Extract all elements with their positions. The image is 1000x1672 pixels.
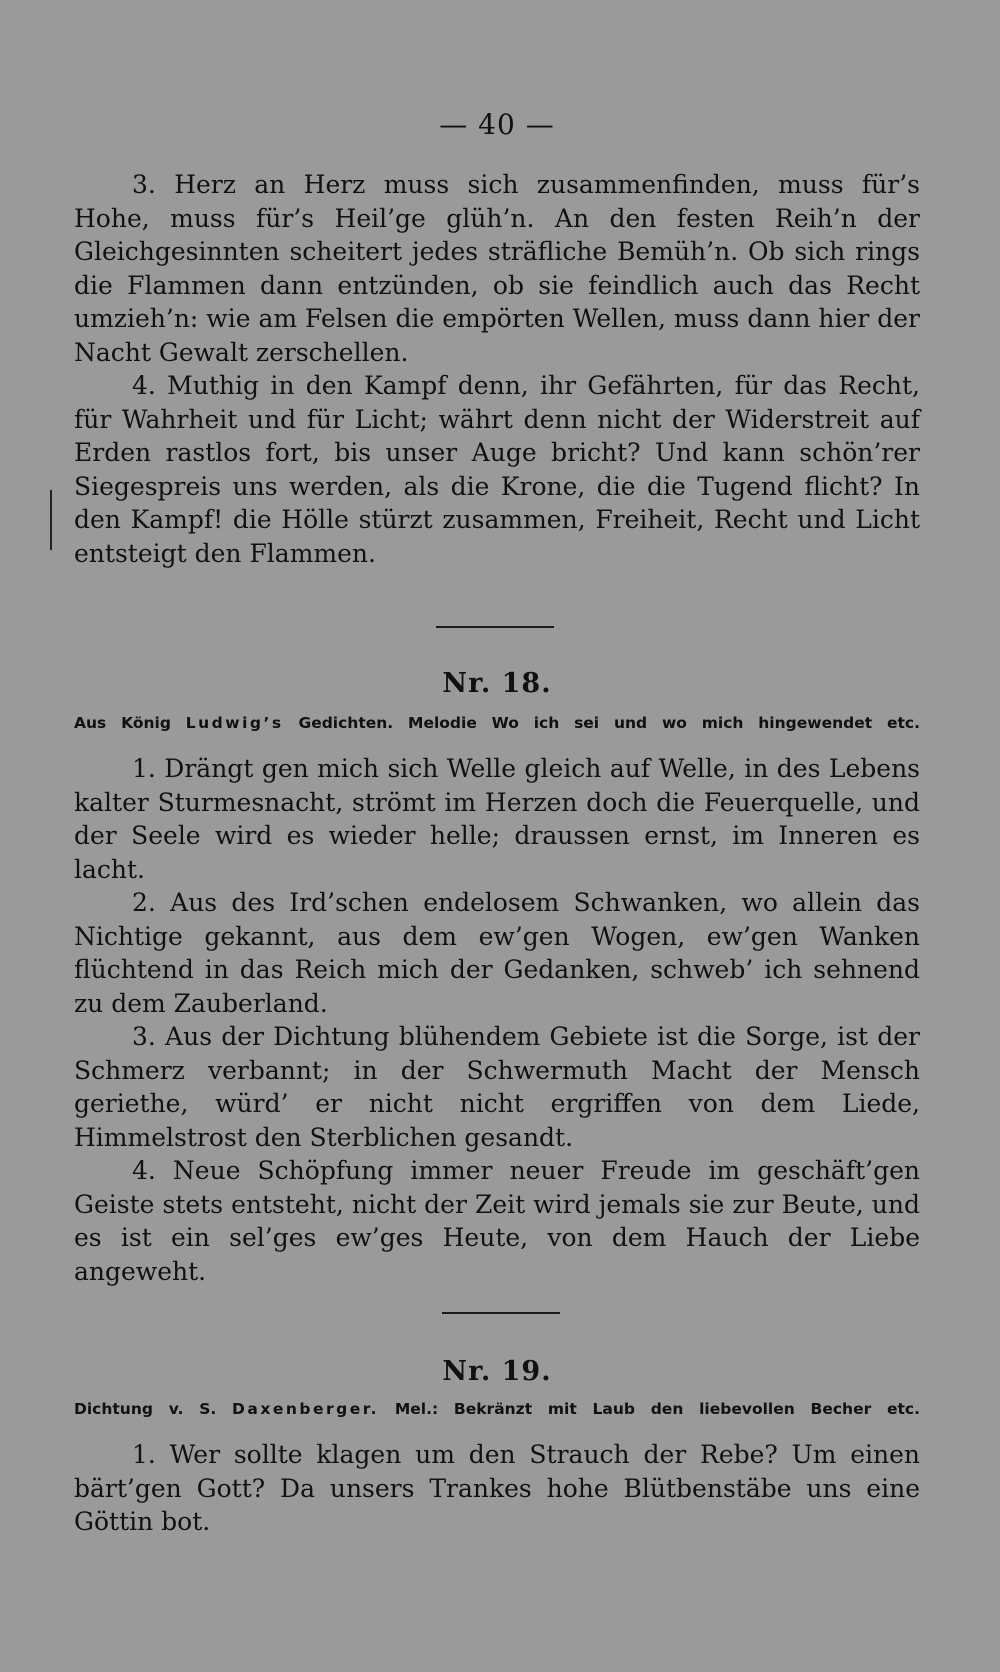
song18-verse-3: 3. Aus der Dichtung blühendem Gebiete ist die Sorge, ist der Schmerz verbannt; in der Schwermuth Macht der Mensch geriethe, würd’ er nicht nicht ergriffen von dem Liede, Himmelstrost den Sterblichen gesandt.: [74, 1022, 920, 1152]
page-number: — 40 —: [439, 108, 555, 141]
song19-verse-1: 1. Wer sollte klagen um den Strauch der Rebe? Um einen bärt’gen Gott? Da unsers Trankes hohe Blütbenstäbe uns eine Göttin bot.: [74, 1440, 920, 1536]
song18-source: [74, 714, 920, 732]
song18-verse-2: 2. Aus des Ird’schen endelosem Schwanken, wo allein das Nichtige gekannt, aus dem ew’gen Wogen, ew’gen Wanken flüchtend in das Reich mich der Gedanken, schweb’ ich sehnend zu dem Zauberland.: [74, 888, 920, 1018]
song18-source-suffix: Gedichten. Melodie Wo ich sei und wo mich hingewendet etc.: [298, 714, 920, 732]
song18-source-name: Ludwig’s: [185, 714, 284, 732]
song17-verses: [74, 168, 920, 570]
song19-source-prefix: Dichtung v. S.: [74, 1400, 217, 1418]
song17-verse-4: 4. Muthig in den Kampf denn, ihr Gefährten, für das Recht, für Wahrheit und für Licht; währt denn nicht der Widerstreit auf Erden rastlos fort, bis unser Auge bricht? Und kann schön’rer Siegespreis uns werden, als die Krone, die die Tugend flicht? In den Kampf! die Hölle stürzt zusammen, Freiheit, Recht und Licht entsteigt den Flammen.: [74, 371, 920, 568]
song19-source-suffix: Mel.: Bekränzt mit Laub den liebevollen Becher etc.: [394, 1400, 920, 1418]
song18-verses: [74, 752, 920, 1288]
song19-title: Nr. 19.: [442, 1356, 552, 1387]
song17-verse-3: 3. Herz an Herz muss sich zusammenfinden, muss für’s Hohe, muss für’s Heil’ge glüh’n. An den festen Reih’n der Gleichgesinnten scheitert jedes sträfliche Bemüh’n. Ob sich rings die Flammen dann entzünden, ob sie feindlich auch das Recht umzieh’n: wie am Felsen die empörten Wellen, muss dann hier der Nacht Gewalt zerschellen.: [74, 170, 920, 367]
section-divider: [442, 1312, 560, 1314]
song18-verse-1: 1. Drängt gen mich sich Welle gleich auf Welle, in des Lebens kalter Sturmesnacht, strömt im Herzen doch die Feuerquelle, und der Seele wird es wieder helle; draussen ernst, im Inneren es lacht.: [74, 754, 920, 884]
song19-source: [74, 1400, 920, 1418]
book-page: [74, 0, 920, 1672]
song18-verse-4: 4. Neue Schöpfung immer neuer Freude im geschäft’gen Geiste stets entsteht, nicht der Zeit wird jemals sie zur Beute, und es ist ein sel’ges ew’ges Heute, von dem Hauch der Liebe angeweht.: [74, 1156, 920, 1286]
section-divider: [436, 626, 554, 628]
song19-source-name: Daxenberger.: [232, 1400, 380, 1418]
song18-title: Nr. 18.: [442, 668, 552, 699]
margin-mark: [50, 490, 56, 550]
song19-verses: [74, 1438, 920, 1539]
song18-source-prefix: Aus König: [74, 714, 171, 732]
